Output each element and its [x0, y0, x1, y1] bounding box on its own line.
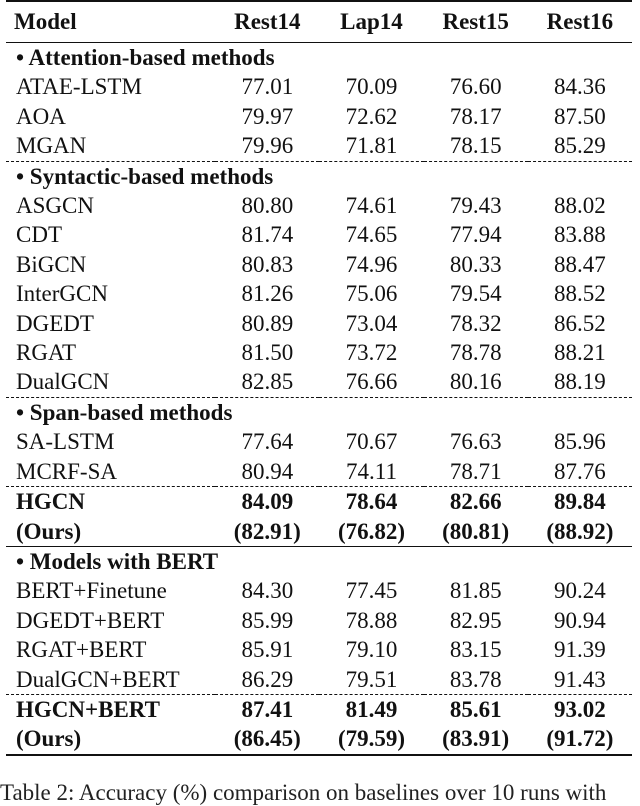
score-cell: 83.88: [554, 222, 606, 248]
model-name-cell: DualGCN: [16, 369, 110, 395]
score-cell: (76.82): [337, 518, 406, 544]
section-title: • Models with BERT: [6, 546, 632, 576]
score-cell: 78.64: [319, 487, 423, 517]
score-cell: 81.49: [319, 694, 423, 724]
score-cell: 88.19: [554, 369, 606, 395]
score-cell: 82.95: [449, 607, 502, 633]
score-cell: 81.85: [449, 578, 502, 604]
score-cell: 77.94: [449, 222, 502, 248]
score-cell: 91.43: [554, 666, 606, 692]
score-cell: 79.54: [449, 281, 502, 307]
score-cell: (91.72): [528, 724, 632, 754]
score-cell: 85.61: [424, 694, 528, 724]
section-title: • Attention-based methods: [16, 45, 275, 70]
header-rest16: Rest16: [528, 1, 632, 43]
score-cell: 70.09: [345, 74, 398, 100]
score-cell: (83.91): [424, 724, 528, 754]
ours-bert-row: [6, 724, 632, 754]
table-body: [6, 43, 632, 755]
score-cell: 93.02: [528, 694, 632, 724]
score-cell: 73.72: [345, 340, 398, 366]
table-row: [6, 279, 632, 308]
model-name-cell: MCRF-SA: [16, 458, 117, 484]
ours-bert-row: [6, 694, 632, 724]
score-cell: 70.67: [345, 429, 398, 455]
score-cell: 85.29: [554, 133, 606, 159]
model-name-cell: RGAT+BERT: [16, 637, 147, 663]
model-name-cell: CDT: [16, 222, 62, 248]
score-cell: (80.81): [442, 518, 510, 544]
table-caption: Table 2: Accuracy (%) comparison on baselines over 10 runs with: [0, 780, 607, 805]
results-table: [6, 0, 632, 756]
model-name-cell: AOA: [16, 103, 66, 129]
score-cell: 78.88: [345, 607, 398, 633]
ours-row: [6, 517, 632, 547]
ours-row: [6, 487, 632, 517]
score-cell: 80.33: [449, 251, 502, 277]
score-cell: 77.01: [241, 74, 294, 100]
score-cell: 79.10: [345, 637, 398, 663]
score-cell: 87.76: [554, 458, 606, 484]
model-name-cell: HGCN: [6, 487, 215, 517]
model-name-cell: DGEDT: [16, 310, 94, 336]
score-cell: 74.61: [345, 193, 398, 219]
score-cell: 91.39: [554, 637, 606, 663]
score-cell: 79.96: [241, 133, 294, 159]
score-cell: 90.24: [554, 578, 606, 604]
score-cell: 85.91: [241, 637, 294, 663]
score-cell: 76.60: [449, 74, 502, 100]
score-cell: 81.74: [241, 222, 294, 248]
model-name-cell: (Ours): [16, 518, 82, 544]
model-name-cell: BiGCN: [16, 251, 87, 277]
score-cell: 84.09: [215, 487, 319, 517]
table-row: [6, 250, 632, 279]
model-name-cell: RGAT: [16, 340, 77, 366]
table-row: [6, 191, 632, 220]
score-cell: 76.63: [449, 429, 502, 455]
model-name-cell: BERT+Finetune: [16, 578, 167, 604]
score-cell: 76.66: [345, 369, 398, 395]
model-name-cell: ASGCN: [16, 193, 94, 219]
header-rest15: Rest15: [424, 1, 528, 43]
table-row: [6, 309, 632, 338]
score-cell: 86.29: [241, 666, 294, 692]
score-cell: 83.78: [449, 666, 502, 692]
score-cell: 77.64: [241, 429, 294, 455]
score-cell: 87.50: [554, 103, 606, 129]
model-name-cell: (Ours): [6, 724, 215, 754]
table-row: [6, 338, 632, 367]
score-cell: 87.41: [215, 694, 319, 724]
score-cell: 74.96: [345, 251, 398, 277]
score-cell: 79.51: [345, 666, 398, 692]
score-cell: 83.15: [449, 637, 502, 663]
score-cell: 85.96: [554, 429, 606, 455]
score-cell: 78.32: [449, 310, 502, 336]
table-row: [6, 457, 632, 487]
score-cell: 77.45: [345, 578, 398, 604]
score-cell: 88.52: [554, 281, 606, 307]
score-cell: 79.43: [449, 193, 502, 219]
header-lap14: Lap14: [319, 1, 423, 43]
score-cell: 79.97: [241, 103, 294, 129]
model-name-cell: SA-LSTM: [16, 429, 115, 455]
table-row: [6, 220, 632, 249]
score-cell: 82.66: [424, 487, 528, 517]
model-name-cell: DGEDT+BERT: [16, 607, 165, 633]
table-row: [6, 665, 632, 695]
section-row: [6, 546, 632, 576]
model-name-cell: MGAN: [16, 133, 87, 159]
section-title: • Span-based methods: [6, 397, 632, 427]
model-name-cell: DualGCN+BERT: [16, 666, 180, 692]
score-cell: 71.81: [345, 133, 398, 159]
table-row: [6, 102, 632, 131]
score-cell: 80.80: [241, 193, 294, 219]
table-row: [6, 72, 632, 101]
section-row: [6, 43, 632, 73]
section-row: [6, 161, 632, 191]
score-cell: 84.36: [554, 74, 606, 100]
model-name-cell: ATAE-LSTM: [16, 74, 142, 100]
score-cell: 90.94: [554, 607, 606, 633]
score-cell: 78.17: [449, 103, 502, 129]
score-cell: 86.52: [554, 310, 606, 336]
score-cell: 78.71: [449, 458, 502, 484]
table-row: [6, 576, 632, 605]
model-name-cell: InterGCN: [16, 281, 108, 307]
table-row: [6, 427, 632, 456]
score-cell: 82.85: [241, 369, 294, 395]
score-cell: 80.89: [241, 310, 294, 336]
score-cell: 81.50: [241, 340, 294, 366]
table-row: [6, 131, 632, 161]
score-cell: 75.06: [345, 281, 398, 307]
score-cell: 84.30: [241, 578, 294, 604]
header-model: Model: [6, 1, 215, 43]
score-cell: 78.78: [449, 340, 502, 366]
score-cell: 81.26: [241, 281, 294, 307]
score-cell: 74.65: [345, 222, 398, 248]
score-cell: 73.04: [345, 310, 398, 336]
score-cell: (82.91): [233, 518, 301, 544]
score-cell: 88.02: [554, 193, 606, 219]
score-cell: 85.99: [241, 607, 294, 633]
score-cell: (86.45): [215, 724, 319, 754]
score-cell: 80.94: [241, 458, 294, 484]
model-name-cell: HGCN+BERT: [6, 694, 215, 724]
score-cell: 72.62: [345, 103, 398, 129]
section-title: • Syntactic-based methods: [6, 161, 632, 191]
table-row: [6, 606, 632, 635]
table-row: [6, 635, 632, 664]
score-cell: (88.92): [546, 518, 614, 544]
score-cell: (79.59): [319, 724, 423, 754]
table-row: [6, 367, 632, 397]
score-cell: 80.16: [449, 369, 502, 395]
score-cell: 88.47: [554, 251, 606, 277]
score-cell: 88.21: [554, 340, 606, 366]
score-cell: 89.84: [528, 487, 632, 517]
section-row: [6, 397, 632, 427]
score-cell: 74.11: [346, 458, 397, 484]
header-rest14: Rest14: [215, 1, 319, 43]
score-cell: 78.15: [449, 133, 502, 159]
score-cell: 80.83: [241, 251, 294, 277]
header-row: [6, 1, 632, 43]
